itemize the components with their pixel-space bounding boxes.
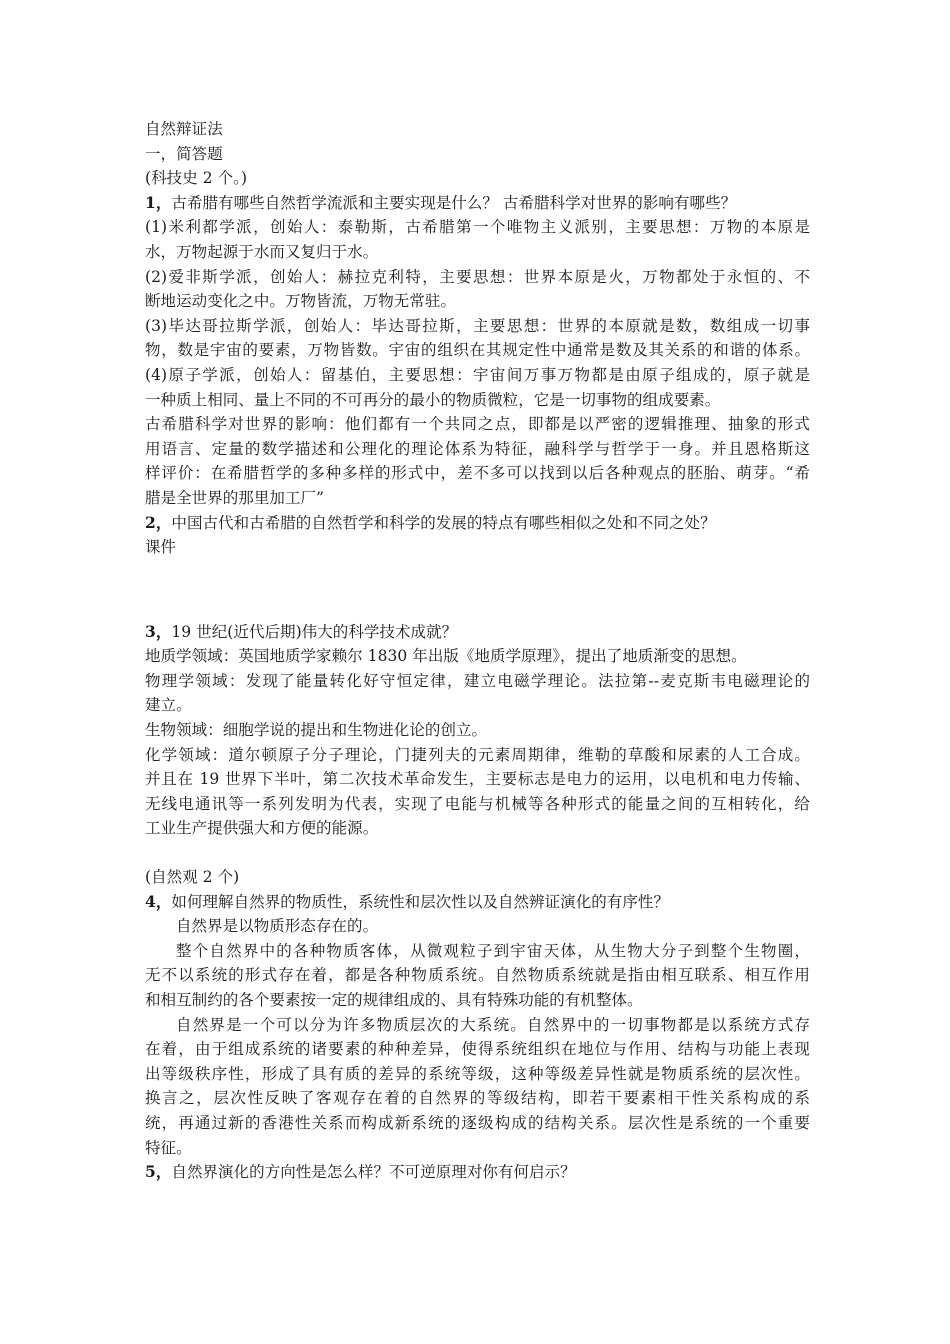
q4-p3-line-6: 特征。 — [145, 1138, 192, 1157]
spacer — [145, 841, 810, 865]
question-number: 4， — [145, 891, 172, 911]
document-page — [145, 117, 810, 1185]
q4-p3-line-5: 统，再通过新的香港性关系而构成新系统的逐级构成的结构关系。层次性是系统的一个重要 — [145, 1113, 810, 1132]
school-1-line-2: 水，万物起源于水而又复归于水。 — [145, 242, 379, 261]
q4-p3-line-2: 在着，由于组成系统的诸要素的种种差异，使得系统组织在地位与作用、结构与功能上表现 — [145, 1040, 810, 1059]
q3-line-2: 物理学领域：发现了能量转化好守恒定律，建立电磁学理论。法拉第--麦克斯韦电磁理论的 — [145, 671, 810, 690]
influence-line-3: 样评价：在希腊哲学的多种多样的形式中，差不多可以找到以后各种观点的胚胎、萌芽。“希 — [145, 464, 810, 483]
q3-line-6: 并且在 19 世界下半叶，第二次技术革命发生，主要标志是电力的运用，以电机和电力传输、 — [145, 770, 810, 789]
q3-line-1: 地质学领域：英国地质学家赖尔 1830 年出版《地质学原理》，提出了地质渐变的思想。 — [145, 647, 747, 666]
question-number: 2， — [145, 512, 172, 532]
q3-line-3: 建立。 — [145, 696, 192, 715]
doc-title: 自然辩证法 — [145, 120, 223, 138]
q3-line-5: 化学领域：道尔顿原子分子理论，门捷列夫的元素周期律，维勒的草酸和尿素的人工合成。 — [145, 745, 810, 764]
question-3 — [145, 620, 810, 645]
school-4-line-2: 一种质上相同、量上不同的不可再分的最小的物质微粒，它是一切事物的组成要素。 — [145, 390, 721, 409]
question-1 — [145, 191, 810, 216]
school-3-line-1: (3)毕达哥拉斯学派，创始人：毕达哥拉斯，主要思想：世界的本原就是数，数组成一切事 — [145, 316, 810, 335]
q4-p3-line-4: 换言之，层次性反映了客观存在着的自然界的等级结构，即若干要素相干性关系构成的系 — [145, 1089, 810, 1108]
q4-p2-line-3: 和相互制约的各个要素按一定的规律组成的、具有特殊功能的有机整体。 — [145, 991, 643, 1009]
question-number: 3， — [145, 621, 172, 641]
school-1-line-1: (1)米利都学派，创始人：泰勒斯，古希腊第一个唯物主义派别，主要思想：万物的本原是 — [145, 218, 810, 237]
q4-p2-line-1: 整个自然界中的各种物质客体，从微观粒子到宇宙天体，从生物大分子到整个生物圈， — [176, 941, 810, 960]
question-text: 中国古代和古希腊的自然哲学和科学的发展的特点有哪些相似之处和不同之处？ — [171, 513, 716, 532]
q4-paragraph-1: 自然界是以物质形态存在的。 — [176, 917, 379, 936]
influence-line-1: 古希腊科学对世界的影响：他们都有一个共同之点，即都是以严密的逻辑推理、抽象的形式 — [145, 415, 810, 434]
school-2-line-1: (2)爱非斯学派，创始人：赫拉克利特，主要思想：世界本原是火，万物都处于永恒的、不 — [145, 267, 810, 286]
question-2 — [145, 511, 810, 536]
answer-2: 课件 — [145, 538, 177, 557]
influence-line-4: 腊是全世界的那里加工厂” — [145, 488, 325, 507]
q3-line-4: 生物领域：细胞学说的提出和生物进化论的创立。 — [145, 721, 488, 740]
group-label-history: (科技史 2 个。) — [145, 169, 248, 188]
question-5 — [145, 1160, 810, 1185]
q3-line-7: 无线电通讯等一系列发明为代表，实现了电能与机械等各种形式的能量之间的互相转化，给 — [145, 794, 810, 813]
group-label-nature: (自然观 2 个) — [145, 868, 240, 887]
school-3-line-2: 物，数是宇宙的要素，万物皆数。宇宙的组织在其规定性中通常是数及其关系的和谐的体系。 — [145, 341, 810, 360]
question-text: 如何理解自然界的物质性，系统性和层次性以及自然辨证演化的有序性？ — [171, 892, 669, 911]
q4-p3-line-1: 自然界是一个可以分为许多物质层次的大系统。自然界中的一切事物都是以系统方式存 — [176, 1015, 810, 1034]
q4-p3-line-3: 出等级秩序性，形成了具有质的差异的系统等级，这种等级差异性就是物质系统的层次性。 — [145, 1064, 810, 1083]
question-text: 古希腊有哪些自然哲学流派和主要实现是什么？ 古希腊科学对世界的影响有哪些？ — [171, 193, 737, 212]
q4-p2-line-2: 无不以系统的形式存在着，都是各种物质系统。自然物质系统就是指由相互联系、相互作用 — [145, 966, 810, 985]
school-2-line-2: 断地运动变化之中。万物皆流，万物无常驻。 — [145, 292, 457, 311]
question-text: 19 世纪(近代后期)伟大的科学技术成就？ — [171, 622, 458, 641]
school-4-line-1: (4)原子学派，创始人：留基伯，主要思想：宇宙间万事万物都是由原子组成的，原子就是 — [145, 365, 810, 384]
question-4 — [145, 890, 810, 915]
question-number: 1， — [145, 192, 172, 212]
influence-line-2: 用语言、定量的数学描述和公理化的理论体系为特征，融科学与哲学于一身。并且恩格斯这 — [145, 439, 810, 458]
question-text: 自然界演化的方向性是怎么样？不可逆原理对你有何启示？ — [171, 1163, 576, 1182]
question-number: 5， — [145, 1162, 172, 1182]
spacer — [145, 560, 810, 620]
section-heading: 一，简答题 — [145, 144, 223, 163]
q3-line-8: 工业生产提供强大和方便的能源。 — [145, 819, 379, 838]
